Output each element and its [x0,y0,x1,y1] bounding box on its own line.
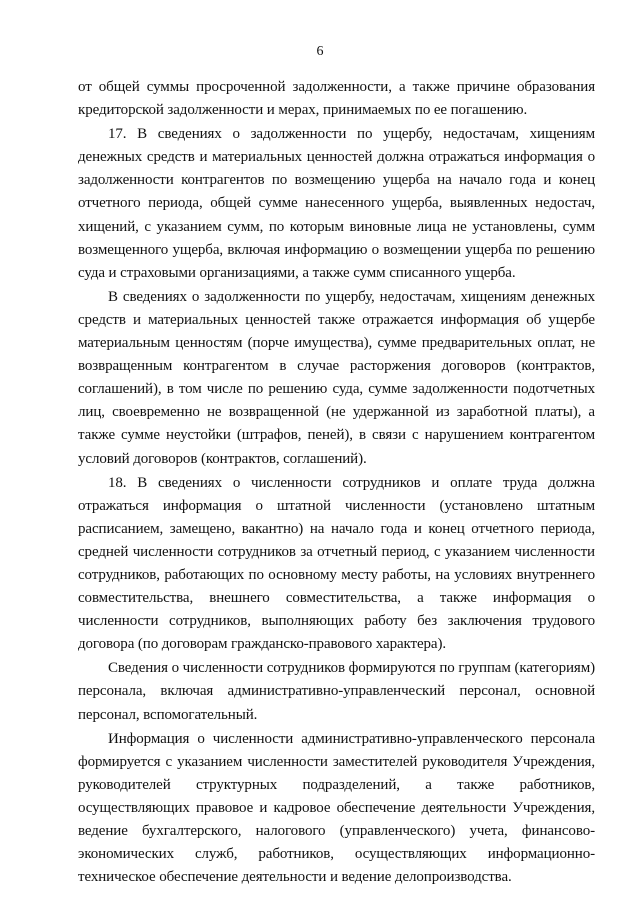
paragraph-item-17: 17. В сведениях о задолженности по ущербу, недостачам, хищениям денежных средств и материальных ценностей должна отражаться информация о задолженности контрагентов по возмещению ущерба на начало года и конец отчетного периода, общей сумме нанесенного ущерба, выявленных недостач, хищений, с указанием сумм, по которым виновные лица не установлены, сумм возмещенного ущерба, включая информацию о возмещении ущерба по решению суда и страховыми организациями, а также сумм списанного ущерба. [78,126,595,281]
page-number: 6 [316,44,324,59]
paragraph-staff-groups: Сведения о численности сотрудников формируются по группам (категориям) персонала, включая административно-управленческий персонал, основной персонал, вспомогательный. [78,660,595,723]
document-body [78,76,595,889]
paragraph-damage-details: В сведениях о задолженности по ущербу, недостачам, хищениям денежных средств и материальных ценностей также отражается информация об ущербе материальным ценностям (порче имущества), сумме предварительных оплат, не возвращенным контрагентом в случае расторжения договоров (контрактов, соглашений), в том числе по решению суда, сумме задолженности подотчетных лиц, своевременно не возвращенной (не удержанной из заработной платы), а также сумме неустойки (штрафов, пеней), в связи с нарушением контрагентом условий договоров (контрактов, соглашений). [78,288,595,467]
paragraph-admin-staff: Информация о численности административно-управленческого персонала формируется с указанием численности заместителей руководителя Учреждения, руководителей структурных подразделений, а также работников, осуществляющих правовое и кадровое обеспечение деятельности Учреждения, ведение бухгалтерского, налогового (управленческого) учета, финансово-экономических служб, работников, осуществляющих информационно-техническое обеспечение деятельности и ведение делопроизводства. [78,730,595,886]
paragraph-continuation: от общей суммы просроченной задолженности, а также причине образования кредиторской задолженности и мерах, принимаемых по ее погашению. [78,79,595,119]
paragraph-item-18: 18. В сведениях о численности сотрудников и оплате труда должна отражаться информация о штатной численности (установлено штатным расписанием, замещено, вакантно) на начало года и конец отчетного периода, средней численности сотрудников за отчетный период, с указанием численности сотрудников, работающих по основному месту работы, на условиях внутреннего совместительства, внешнего совместительства, а также информация о численности сотрудников, выполняющих работу без заключения трудового договора (по договорам гражданско-правового характера). [78,474,595,653]
